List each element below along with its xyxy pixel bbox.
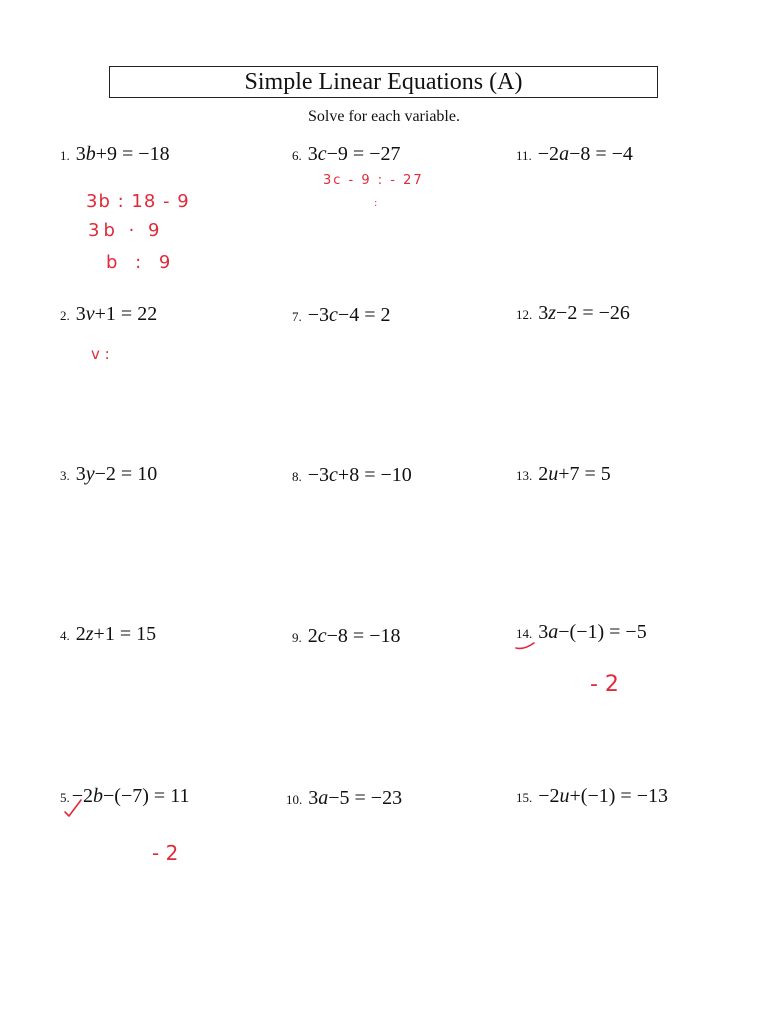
problem-number: 5. [60,790,70,805]
problem-3 [60,464,157,484]
instructions: Solve for each variable. [308,108,460,125]
underline-mark-icon [514,640,538,652]
problem-number: 2. [60,308,70,323]
worksheet-title-box [109,66,658,98]
problem-equation: 2u+7 = 5 [538,463,611,485]
handwriting-p5-answer: - 2 [152,841,179,865]
problem-equation: 3c−9 = −27 [307,143,401,165]
problem-number: 10. [286,792,303,807]
problem-number: 6. [292,148,302,163]
problem-number: 14. [516,626,533,641]
check-mark-icon [62,796,84,818]
handwriting-p14-answer: - 2 [590,672,619,697]
problem-number: 8. [292,469,302,484]
handwriting-p2-line1: v : [91,345,110,363]
problem-6 [292,144,400,164]
handwriting-p1-line2: 3b · 9 [88,220,164,241]
handwriting-p1-line1: 3b : 18 - 9 [86,191,190,212]
problem-equation: 3y−2 = 10 [75,463,158,485]
problem-equation: 3v+1 = 22 [75,303,158,325]
problem-4 [60,624,156,644]
problem-equation: 2c−8 = −18 [307,625,401,647]
problem-11 [516,144,633,164]
problem-equation: 3a−5 = −23 [308,787,403,809]
problem-number: 3. [60,468,70,483]
problem-equation: −3c+8 = −10 [307,464,412,486]
problem-1 [60,144,170,164]
problem-9 [292,626,400,646]
problem-number: 4. [60,628,70,643]
problem-15 [516,786,668,806]
problem-number: 9. [292,630,302,645]
problem-13 [516,464,611,484]
problem-equation: 3b+9 = −18 [75,143,170,165]
handwriting-p6-line2: : [374,198,378,209]
problem-number: 7. [292,309,302,324]
problem-number: 12. [516,307,533,322]
problem-equation: −2a−8 = −4 [537,143,633,165]
worksheet-title: Simple Linear Equations (A) [244,68,523,95]
problem-equation: 3a−(−1) = −5 [538,621,647,643]
problem-10 [286,788,402,808]
handwriting-p1-line3: b : 9 [106,252,177,273]
problem-14 [516,622,647,642]
problem-equation: −2b−(−7) = 11 [71,785,190,807]
handwriting-p6-line1: 3c - 9 : - 27 [323,173,424,188]
problem-equation: −3c−4 = 2 [307,304,391,326]
problem-equation: −2u+(−1) = −13 [538,785,668,807]
problem-equation: 3z−2 = −26 [538,302,630,324]
problem-number: 15. [516,790,533,805]
problem-equation: 2z+1 = 15 [75,623,157,645]
problem-12 [516,303,630,323]
problem-number: 11. [516,148,532,163]
problem-number: 13. [516,468,533,483]
problem-8 [292,465,412,485]
problem-number: 1. [60,148,70,163]
problem-2 [60,304,157,324]
problem-7 [292,305,390,325]
